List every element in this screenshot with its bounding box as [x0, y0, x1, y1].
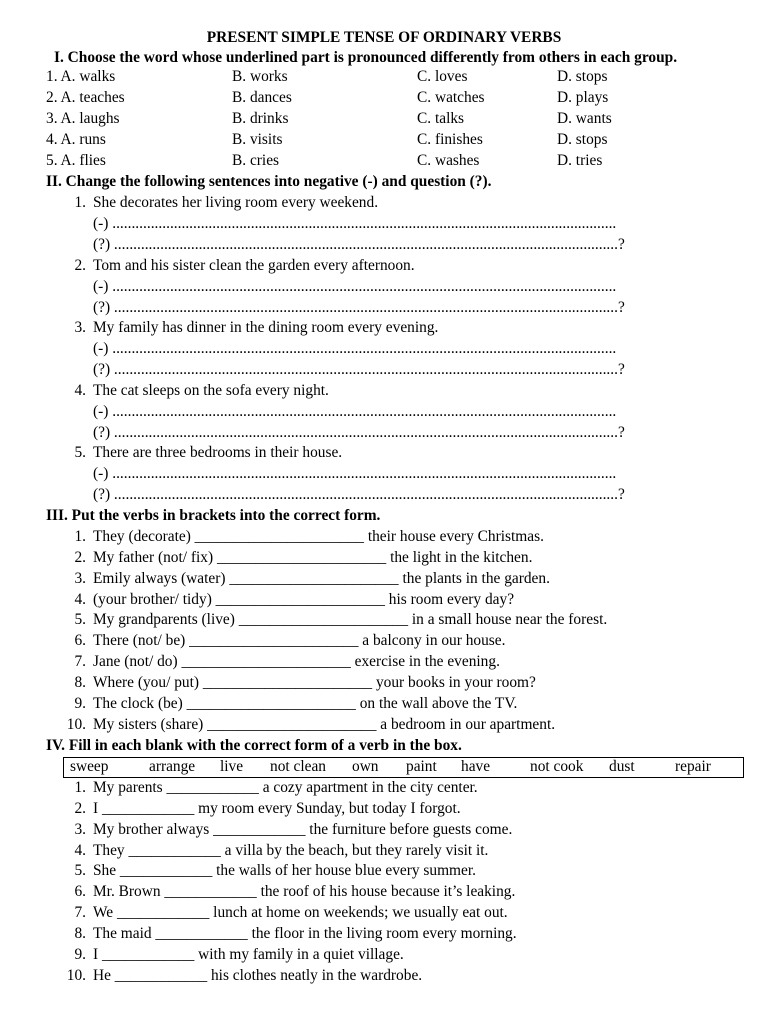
fill-blank-item: [60, 799, 461, 820]
item-text: (your brother/ tidy) ______________________ his room every day?: [93, 591, 515, 608]
item-text: He ____________ his clothes neatly in the wardrobe.: [93, 967, 423, 984]
choice-d: D. tries: [557, 152, 603, 169]
item-number: 2.: [74, 549, 86, 566]
question-answer-line[interactable]: (?) ...................................................................................................................................?: [93, 236, 625, 253]
item-text: There are three bedrooms in their house.: [93, 444, 343, 461]
item-text: The maid ____________ the floor in the living room every morning.: [93, 925, 517, 942]
word-box-item: dust: [609, 758, 635, 775]
item-number: 5.: [74, 444, 86, 461]
item-number: 2.: [74, 257, 86, 274]
word-box-item: not clean: [270, 758, 326, 775]
item-text: The clock (be) ______________________ on the wall above the TV.: [93, 695, 518, 712]
choice-row: [46, 109, 746, 130]
negative-answer-line[interactable]: (-) ...................................................................................................................................: [93, 465, 617, 482]
verb-form-item: [60, 610, 607, 631]
choice-a: 5. A. flies: [46, 152, 106, 169]
item-number: 4.: [74, 842, 86, 859]
item-number: 7.: [74, 653, 86, 670]
item-text: I ____________ my room every Sunday, but today I forgot.: [93, 800, 461, 817]
choice-row: [46, 67, 746, 88]
item-number: 9.: [74, 946, 86, 963]
item-number: 8.: [74, 674, 86, 691]
verb-form-item: [60, 590, 514, 611]
verb-form-item: [60, 673, 536, 694]
fill-blank-item: [60, 945, 404, 966]
item-text: She ____________ the walls of her house blue every summer.: [93, 862, 476, 879]
negative-answer-line[interactable]: (-) ...................................................................................................................................: [93, 278, 617, 295]
item-number: 3.: [74, 319, 86, 336]
verb-form-item: [60, 631, 505, 652]
item-number: 1.: [74, 194, 86, 211]
item-number: 10.: [66, 967, 86, 984]
verb-form-item: [60, 715, 555, 736]
fill-blank-item: [60, 903, 508, 924]
item-number: 5.: [74, 611, 86, 628]
word-box-item: arrange: [149, 758, 196, 775]
item-number: 1.: [74, 528, 86, 545]
word-box-item: own: [352, 758, 379, 775]
choice-c: C. finishes: [417, 131, 483, 148]
question-answer-line[interactable]: (?) ...................................................................................................................................?: [93, 361, 625, 378]
item-text: My sisters (share) ______________________ a bedroom in our apartment.: [93, 716, 556, 733]
negative-answer-line[interactable]: (-) ...................................................................................................................................: [93, 215, 617, 232]
item-number: 8.: [74, 925, 86, 942]
word-box-item: paint: [406, 758, 437, 775]
item-text: We ____________ lunch at home on weekends; we usually eat out.: [93, 904, 508, 921]
choice-d: D. plays: [557, 89, 609, 106]
item-number: 6.: [74, 883, 86, 900]
sentence-item: [60, 256, 415, 277]
item-number: 9.: [74, 695, 86, 712]
choice-a: 4. A. runs: [46, 131, 106, 148]
item-number: 1.: [74, 779, 86, 796]
question-answer-line[interactable]: (?) ...................................................................................................................................?: [93, 424, 625, 441]
item-text: My father (not/ fix) ______________________ the light in the kitchen.: [93, 549, 533, 566]
item-text: Emily always (water) ______________________ the plants in the garden.: [93, 570, 550, 587]
worksheet-title: PRESENT SIMPLE TENSE OF ORDINARY VERBS: [206, 29, 562, 46]
choice-a: 1. A. walks: [46, 68, 116, 85]
fill-blank-item: [60, 882, 515, 903]
word-box-item: live: [220, 758, 244, 775]
choice-a: 2. A. teaches: [46, 89, 125, 106]
section-1-heading: I. Choose the word whose underlined part is pronounced differently from others in each group.: [54, 49, 678, 66]
word-box: [63, 757, 744, 778]
choice-b: B. cries: [232, 152, 280, 169]
choice-b: B. dances: [232, 89, 292, 106]
fill-blank-item: [60, 820, 512, 841]
choice-d: D. stops: [557, 68, 608, 85]
verb-form-item: [60, 569, 550, 590]
item-text: They (decorate) ______________________ their house every Christmas.: [93, 528, 544, 545]
item-number: 5.: [74, 862, 86, 879]
verb-form-item: [60, 652, 500, 673]
item-text: My parents ____________ a cozy apartment in the city center.: [93, 779, 478, 796]
item-text: My family has dinner in the dining room every evening.: [93, 319, 439, 336]
item-text: Tom and his sister clean the garden every afternoon.: [93, 257, 415, 274]
fill-blank-item: [60, 841, 488, 862]
fill-blank-item: [60, 924, 517, 945]
choice-c: C. loves: [417, 68, 468, 85]
word-box-item: sweep: [70, 758, 109, 775]
item-text: The cat sleeps on the sofa every night.: [93, 382, 329, 399]
section-2-heading: II. Change the following sentences into negative (-) and question (?).: [46, 173, 492, 190]
item-text: There (not/ be) ______________________ a balcony in our house.: [93, 632, 506, 649]
choice-row: [46, 151, 746, 172]
sentence-item: [60, 193, 378, 214]
choice-b: B. visits: [232, 131, 283, 148]
item-text: She decorates her living room every weekend.: [93, 194, 379, 211]
item-number: 4.: [74, 382, 86, 399]
sentence-item: [60, 381, 329, 402]
choice-a: 3. A. laughs: [46, 110, 120, 127]
sentence-item: [60, 318, 438, 339]
item-number: 3.: [74, 821, 86, 838]
choice-c: C. washes: [417, 152, 480, 169]
sentence-item: [60, 443, 342, 464]
item-text: Where (you/ put) ______________________ your books in your room?: [93, 674, 536, 691]
section-4-heading: IV. Fill in each blank with the correct form of a verb in the box.: [46, 737, 462, 754]
question-answer-line[interactable]: (?) ...................................................................................................................................?: [93, 299, 625, 316]
item-text: They ____________ a villa by the beach, but they rarely visit it.: [93, 842, 489, 859]
fill-blank-item: [60, 778, 478, 799]
negative-answer-line[interactable]: (-) ...................................................................................................................................: [93, 403, 617, 420]
item-text: I ____________ with my family in a quiet village.: [93, 946, 404, 963]
choice-c: C. talks: [417, 110, 465, 127]
fill-blank-item: [60, 861, 476, 882]
fill-blank-item: [60, 966, 422, 987]
choice-b: B. works: [232, 68, 288, 85]
item-text: My grandparents (live) ______________________ in a small house near the forest.: [93, 611, 608, 628]
item-number: 7.: [74, 904, 86, 921]
item-number: 2.: [74, 800, 86, 817]
choice-d: D. wants: [557, 110, 612, 127]
choice-d: D. stops: [557, 131, 608, 148]
verb-form-item: [60, 694, 517, 715]
word-box-item: not cook: [530, 758, 584, 775]
item-text: Jane (not/ do) ______________________ exercise in the evening.: [93, 653, 500, 670]
item-number: 6.: [74, 632, 86, 649]
item-text: Mr. Brown ____________ the roof of his house because it’s leaking.: [93, 883, 516, 900]
verb-form-item: [60, 548, 532, 569]
choice-b: B. drinks: [232, 110, 289, 127]
verb-form-item: [60, 527, 544, 548]
choice-row: [46, 130, 746, 151]
word-box-item: repair: [675, 758, 711, 775]
item-number: 4.: [74, 591, 86, 608]
word-box-item: have: [461, 758, 491, 775]
section-3-heading: III. Put the verbs in brackets into the correct form.: [46, 507, 381, 524]
question-answer-line[interactable]: (?) ...................................................................................................................................?: [93, 486, 625, 503]
item-text: My brother always ____________ the furniture before guests come.: [93, 821, 513, 838]
item-number: 10.: [66, 716, 86, 733]
choice-c: C. watches: [417, 89, 485, 106]
item-number: 3.: [74, 570, 86, 587]
negative-answer-line[interactable]: (-) ...................................................................................................................................: [93, 340, 617, 357]
choice-row: [46, 88, 746, 109]
